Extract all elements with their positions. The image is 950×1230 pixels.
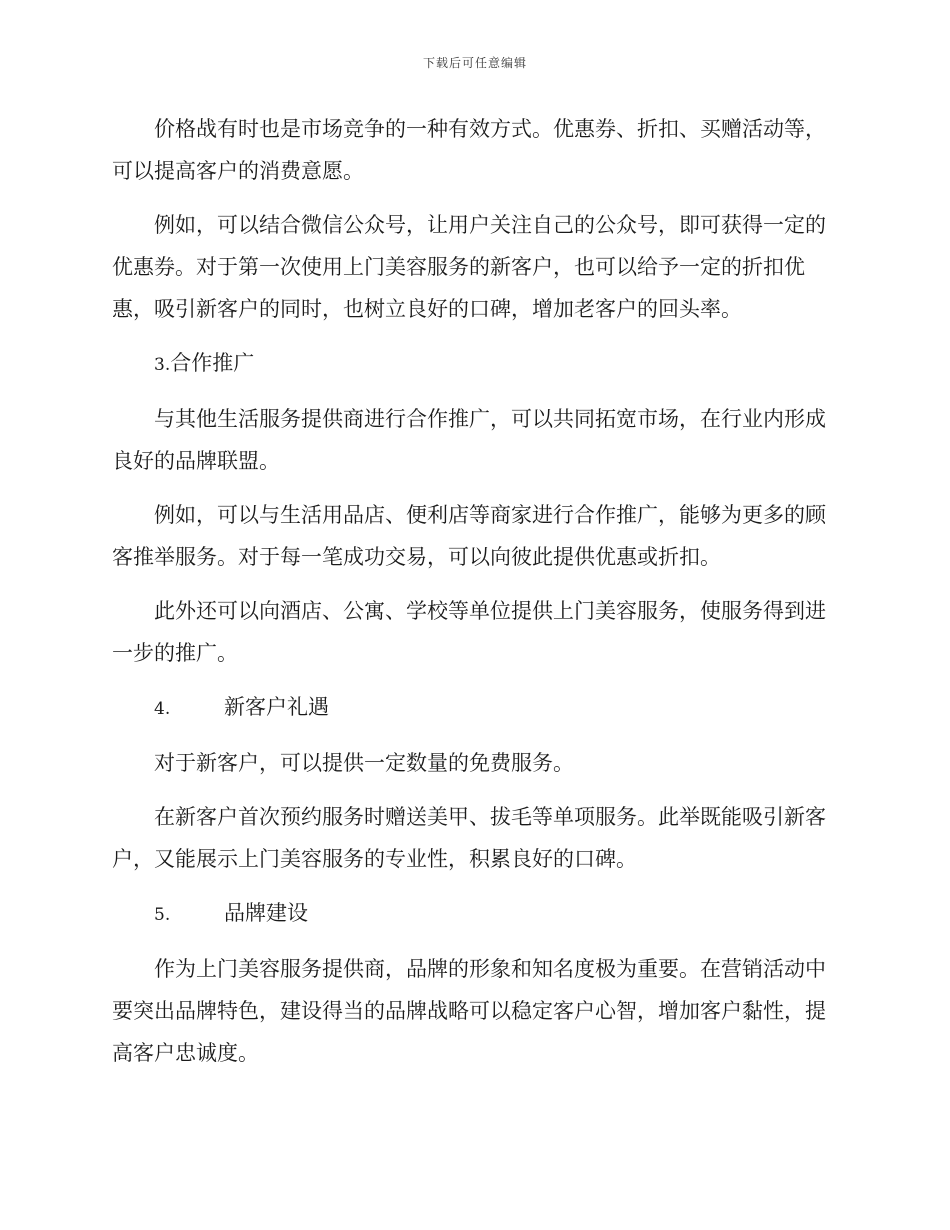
paragraph: 对于新客户，可以提供一定数量的免费服务。 <box>154 751 574 775</box>
page-header: 下载后可任意编辑 <box>422 56 527 70</box>
section-heading-5 <box>112 892 832 936</box>
section-number: 4. <box>154 699 171 719</box>
paragraph: 与其他生活服务提供商进行合作推广，可以共同拓宽市场，在行业内形成良好的品牌联盟。 <box>112 407 826 473</box>
section-title: 新客户礼遇 <box>224 695 329 719</box>
section-title: 合作推广 <box>170 351 255 375</box>
section-number: 5. <box>154 905 171 925</box>
section-heading-3 <box>112 342 832 386</box>
paragraph: 例如，可以结合微信公众号，让用户关注自己的公众号，即可获得一定的优惠券。对于第一次使用上门美容服务的新客户，也可以给予一定的折扣优惠，吸引新客户的同时，也树立良好的口碑，增加老客户的回头率。 <box>112 213 826 321</box>
paragraph: 例如，可以与生活用品店、便利店等商家进行合作推广，能够为更多的顾客推举服务。对于每一笔成功交易，可以向彼此提供优惠或折扣。 <box>112 503 826 569</box>
section-number: 3. <box>154 355 171 375</box>
document-body <box>112 108 832 1086</box>
section-title: 品牌建设 <box>224 901 308 925</box>
paragraph: 作为上门美容服务提供商，品牌的形象和知名度极为重要。在营销活动中要突出品牌特色，建设得当的品牌战略可以稳定客户心智，增加客户黏性，提高客户忠诚度。 <box>112 957 826 1065</box>
paragraph: 此外还可以向酒店、公寓、学校等单位提供上门美容服务，使服务得到进一步的推广。 <box>112 599 826 665</box>
paragraph: 价格战有时也是市场竞争的一种有效方式。优惠券、折扣、买赠活动等，可以提高客户的消费意愿。 <box>112 117 826 183</box>
section-heading-4 <box>112 686 832 730</box>
paragraph: 在新客户首次预约服务时赠送美甲、拔毛等单项服务。此举既能吸引新客户，又能展示上门美容服务的专业性，积累良好的口碑。 <box>112 805 826 871</box>
